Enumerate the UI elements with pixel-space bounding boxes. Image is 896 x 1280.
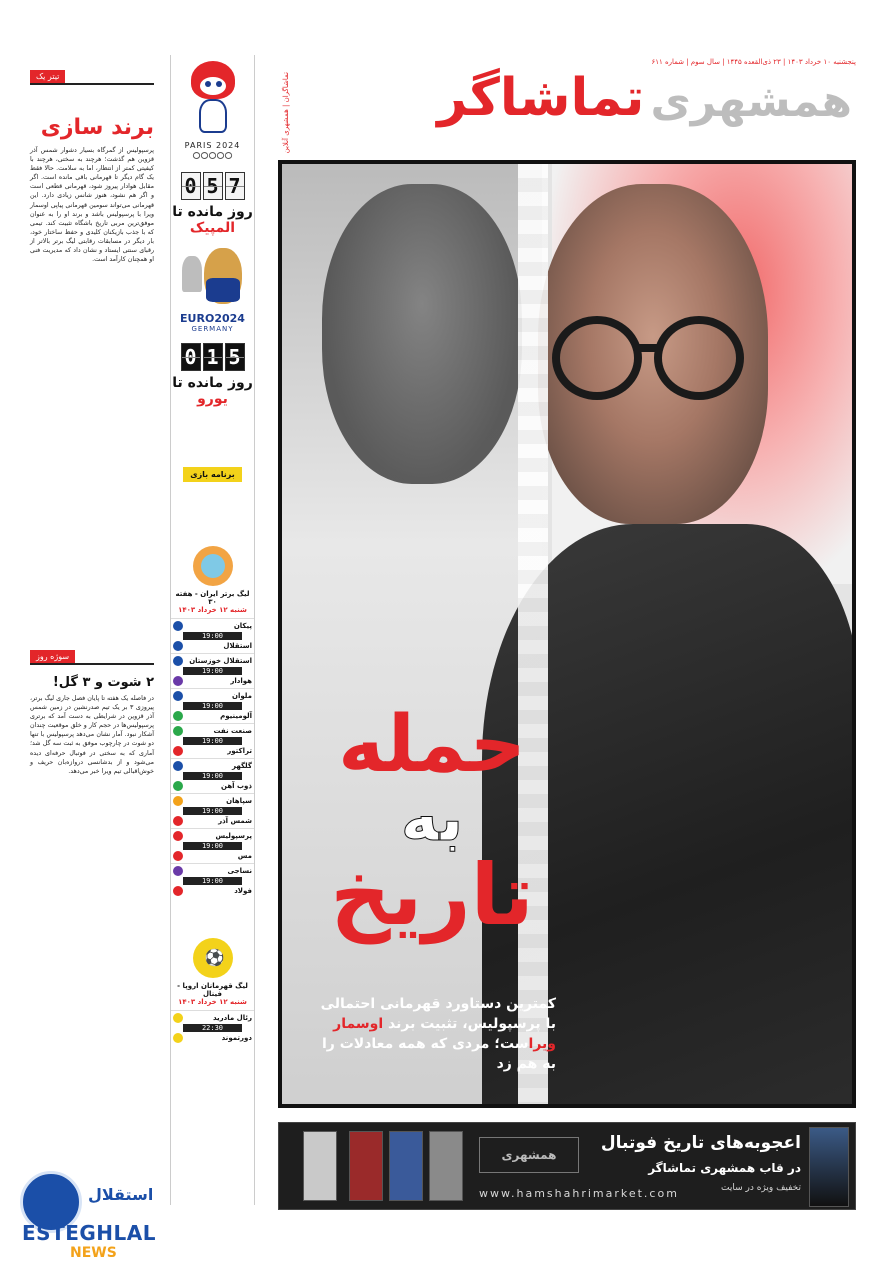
ad-brand: همشهری xyxy=(479,1137,579,1173)
match-item xyxy=(171,618,254,653)
match-time: 19:00 xyxy=(183,737,242,745)
brand-main: همشهری xyxy=(650,76,852,127)
league-name: لیگ برتر ایران - هفته ۳۰ xyxy=(175,590,250,606)
watermark-logo xyxy=(10,1165,160,1265)
team-badge-icon xyxy=(173,656,183,666)
match-item xyxy=(171,828,254,863)
match-time: 19:00 xyxy=(183,807,242,815)
team-badge-icon xyxy=(173,746,183,756)
team-badge-icon xyxy=(173,691,183,701)
countdown-event: یورو xyxy=(197,391,228,407)
match-time: 19:00 xyxy=(183,877,242,885)
countdown-event: المپیک xyxy=(189,220,236,236)
hero-gray-portrait xyxy=(322,184,522,484)
countdown-digit: 5 xyxy=(225,343,245,371)
masthead xyxy=(278,58,856,158)
ad-small-text: تخفیف ویژه در سایت xyxy=(721,1183,801,1193)
book-cover-icon xyxy=(303,1131,337,1201)
away-team: دورتموند xyxy=(221,1034,252,1042)
match-item xyxy=(171,793,254,828)
paris-label: PARIS 2024 xyxy=(184,141,241,150)
team-badge-icon xyxy=(173,886,183,896)
home-team: رئال مادرید xyxy=(212,1014,252,1022)
countdown-label: روز مانده تا xyxy=(172,375,253,391)
glasses-bridge xyxy=(634,344,658,352)
headline-line-1: حمله xyxy=(338,700,526,790)
away-team: شمس آذر xyxy=(218,817,252,825)
match-list xyxy=(171,618,254,898)
team-badge-icon xyxy=(173,1033,183,1043)
olympics-countdown xyxy=(171,172,254,200)
left-column xyxy=(30,70,154,1210)
hero-image xyxy=(278,160,856,1108)
team-badge-icon xyxy=(173,621,183,631)
section-tag-2: سوژه روز xyxy=(30,650,75,663)
away-team: تراکتور xyxy=(227,747,252,755)
watermark-line-2: NEWS xyxy=(70,1245,117,1261)
column-title: برند سازی xyxy=(40,115,154,140)
sidebar-widgets xyxy=(170,55,255,1205)
issue-meta: پنجشنبه ۱۰ خرداد ۱۴۰۳ | ۲۳ ذی‌القعده ۱۴۴۵ | سال سوم | شماره ۶۱۱ xyxy=(651,58,856,66)
ucl-match xyxy=(171,1010,254,1045)
watermark-fa: استقلال xyxy=(88,1185,154,1204)
lead-part-1: کمترین دستاورد قهرمانی احتمالی با پرسپولیس، تثبیت برند xyxy=(320,996,556,1032)
lead-text xyxy=(306,994,556,1074)
advertisement-banner[interactable] xyxy=(278,1122,856,1210)
team-badge-icon xyxy=(173,796,183,806)
euro-mascot-icon xyxy=(178,246,248,312)
home-team: صنعت نفت xyxy=(213,727,252,735)
ad-url[interactable]: www.hamshahrimarket.com xyxy=(479,1187,679,1200)
league-logo-icon xyxy=(193,546,233,586)
team-badge-icon xyxy=(173,816,183,826)
team-badge-icon xyxy=(173,726,183,736)
book-cover-icon xyxy=(349,1131,383,1201)
match-time: 19:00 xyxy=(183,667,242,675)
countdown-label: روز مانده تا xyxy=(172,204,253,220)
match-time: 22:30 xyxy=(183,1024,242,1032)
team-badge-icon xyxy=(173,866,183,876)
euro-country: GERMANY xyxy=(191,325,234,333)
countdown-digit: 0 xyxy=(181,343,201,371)
olympic-rings-icon: ⭘⭘⭘⭘⭘ xyxy=(192,151,233,162)
section-rule-2 xyxy=(30,663,154,665)
column-section-2 xyxy=(30,650,154,776)
lead-part-2: ست؛ مردی که همه معادلات را به هم زد xyxy=(322,1036,556,1072)
match-item xyxy=(171,863,254,898)
column-subtitle: ۲ شوت و ۳ گل! xyxy=(52,675,154,690)
team-badge-icon xyxy=(173,831,183,841)
ucl-date: شنبه ۱۲ خرداد ۱۴۰۳ xyxy=(178,998,247,1006)
countdown-digit: 7 xyxy=(225,172,245,200)
olympic-mascot-icon xyxy=(185,59,241,139)
headline-line-3: تاریخ xyxy=(330,846,534,944)
euro-label: EURO2024 xyxy=(180,312,245,325)
ad-title: اعجوبه‌های تاریخ فوتبال xyxy=(600,1133,801,1153)
away-team: هوادار xyxy=(230,677,252,685)
brand-accent: تماشاگر xyxy=(437,68,645,128)
section-tag: تیتر یک xyxy=(30,70,65,83)
champions-league-logo-icon xyxy=(193,938,233,978)
team-badge-icon xyxy=(173,781,183,791)
glasses-icon xyxy=(552,316,642,400)
team-badge-icon xyxy=(173,851,183,861)
program-tag: برنامه بازی xyxy=(183,467,242,482)
away-team: مس xyxy=(237,852,252,860)
match-time: 19:00 xyxy=(183,632,242,640)
website-label: تماشاگران | همشهری آنلاین xyxy=(282,72,290,154)
away-team: آلومینیوم xyxy=(220,712,252,720)
home-team: گلگهر xyxy=(232,762,252,770)
countdown-digit: 0 xyxy=(181,172,201,200)
home-team: ملوان xyxy=(232,692,252,700)
home-team: پیکان xyxy=(233,622,252,630)
league-date: شنبه ۱۲ خرداد ۱۴۰۳ xyxy=(178,606,247,614)
book-cover-icon xyxy=(809,1127,849,1207)
home-team: استقلال خوزستان xyxy=(189,657,252,665)
headline xyxy=(302,700,562,944)
home-team: پرسپولیس xyxy=(215,832,252,840)
ad-subtitle: در قاب همشهری تماشاگر xyxy=(648,1161,801,1175)
match-item xyxy=(171,653,254,688)
countdown-digit: 5 xyxy=(203,172,223,200)
book-cover-icon xyxy=(389,1131,423,1201)
countdown-digit: 1 xyxy=(203,343,223,371)
away-team: ذوب آهن xyxy=(221,782,252,790)
away-team: فولاد xyxy=(234,887,252,895)
team-badge-icon xyxy=(173,676,183,686)
team-badge-icon xyxy=(173,711,183,721)
match-time: 19:00 xyxy=(183,772,242,780)
home-team: نساجی xyxy=(227,867,252,875)
team-badge-icon xyxy=(173,641,183,651)
match-item xyxy=(171,688,254,723)
glasses-icon xyxy=(654,316,744,400)
column-body-2: در فاصله یک هفته تا پایان فصل جاری لیگ برتر، پیروزی ۳ بر یک تیم صدرنشین در زمین شمس آذر قزوین در شرایطی به دست آمد که برتری پرسپولیس‌ها در حجم کار و خلق موقعیت چندان آشکار نبود. آمار نشان می‌دهد پرسپولیس با تنها دو شوت در چارچوب موفق به ثبت سه گل شد؛ آماری که به سختی در فوتبال حرفه‌ای دیده می‌شود و از بدشانسی دروازه‌بان حریف و خوش‌اقبالی تیم ویرا خبر می‌دهد. xyxy=(30,695,155,775)
headline-line-2: به xyxy=(400,782,464,856)
section-rule xyxy=(30,83,154,85)
match-item xyxy=(171,723,254,758)
match-item xyxy=(171,758,254,793)
team-badge-icon xyxy=(173,1013,183,1023)
match-time: 19:00 xyxy=(183,702,242,710)
team-badge-icon xyxy=(173,761,183,771)
watermark-line-1: ESTEGHLAL xyxy=(22,1221,156,1245)
lead-highlight: اوسمار ویرا xyxy=(333,1016,556,1052)
away-team: استقلال xyxy=(223,642,252,650)
paper-tear xyxy=(518,164,548,1108)
brand-logo xyxy=(437,68,852,128)
match-time: 19:00 xyxy=(183,842,242,850)
column-body: پرسپولیس از گمرگاه بسیار دشوار شمس آذر قزوین هم گذشت؛ هرچند به سختی، هرچند با کیفیتی کمتر از انتظار، اما به سلامت. حالا فقط یک گام دیگر تا قهرمانی باقی مانده است. اگر مقابل هوادار پیروز شود، قهرمانی قطعی است و اگر هم نشود، هنوز شانس زیادی دارد. این قهرمانی می‌تواند سومین قهرمانی پیاپی اوسمار ویرا با پرسپولیس باشد و برند او را به عنوان موفق‌ترین مربی تاریخ باشگاه تثبیت کند. تیمی که با جذب بازیکنان کلیدی و حفظ ساختار خود، بار دیگر در مسابقات رقابتی لیگ برتر بالاتر از رقبای سنتی ایستاد و نشان داد که مدیریت فنی او همچنان کارآمد است. xyxy=(30,147,154,264)
home-team: سپاهان xyxy=(226,797,252,805)
euro-countdown xyxy=(171,343,254,371)
book-cover-icon xyxy=(429,1131,463,1201)
ucl-name: لیگ قهرمانان اروپا - فینال xyxy=(177,982,248,998)
